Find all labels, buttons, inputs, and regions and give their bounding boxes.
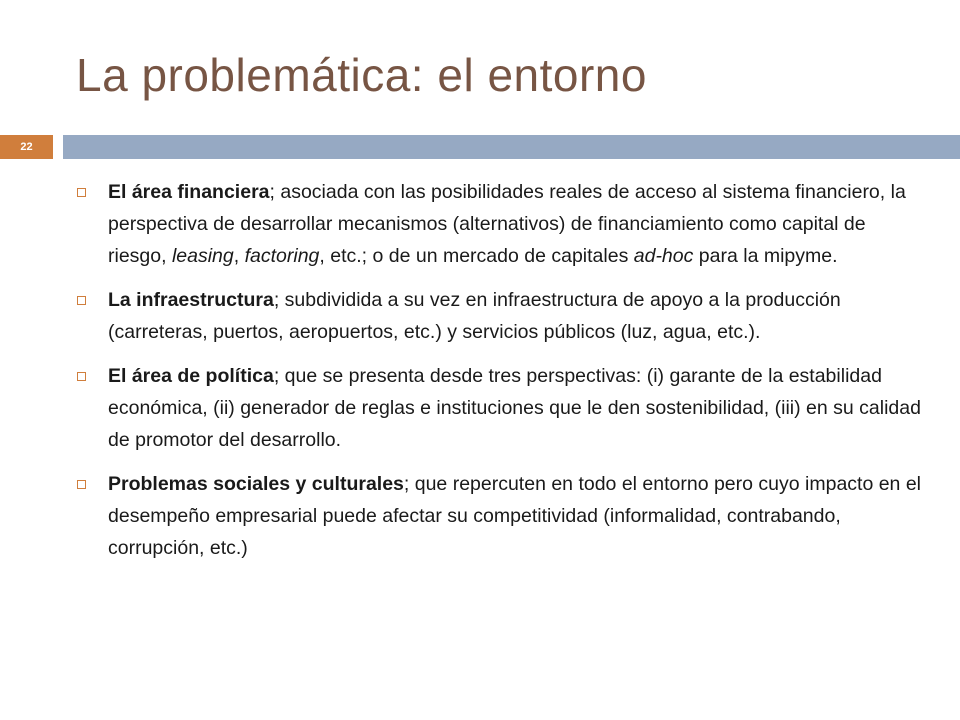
hollow-square-bullet-icon xyxy=(77,296,86,305)
bullet-text-segment: ; subdividida a su vez en infraestructura de apoyo a la producción (carreteras, puertos, aeropuertos, etc.) y servicios públicos (luz, agua, etc.). xyxy=(108,289,841,343)
bullet-heading: La infraestructura xyxy=(108,289,274,311)
bullet-heading: El área de política xyxy=(108,365,274,387)
bullet-text-italic: factoring xyxy=(244,245,320,267)
bullet-item xyxy=(76,284,926,348)
header-bar xyxy=(0,135,960,159)
bullet-text-italic: leasing xyxy=(171,245,234,267)
bullet-item xyxy=(76,468,926,564)
bullet-text xyxy=(108,365,921,451)
bullet-heading: El área financiera xyxy=(108,181,270,203)
bullet-text xyxy=(108,181,906,267)
page-number: 22 xyxy=(0,135,53,159)
bullet-item xyxy=(76,176,926,272)
hollow-square-bullet-icon xyxy=(77,188,86,197)
bullet-text-segment: ; que se presenta desde tres perspectivas: (i) garante de la estabilidad económica, (ii) generador de reglas e instituciones que le den sostenibilidad, (iii) en su calidad de promotor del desarrollo. xyxy=(108,365,921,451)
bullet-text-segment: , etc.; o de un mercado de capitales xyxy=(319,245,634,267)
bullet-text-segment: ; que repercuten en todo el entorno pero cuyo impacto en el desempeño empresarial puede afectar su competitividad (informalidad, contrabando, corrupción, etc.) xyxy=(108,473,921,559)
bullet-text-segment: , xyxy=(233,245,245,267)
bullet-item xyxy=(76,360,926,456)
bullet-heading: Problemas sociales y culturales xyxy=(108,473,404,495)
title-rule xyxy=(63,135,960,159)
bullet-text-segment: ; asociada con las posibilidades reales de acceso al sistema financiero, la perspectiva de desarrollar mecanismos (alternativos) de financiamiento como capital de riesgo, xyxy=(108,181,906,267)
bullet-text-segment: para la mipyme. xyxy=(693,245,838,267)
bullet-list xyxy=(76,176,926,576)
slide-title: La problemática: el entorno xyxy=(76,49,647,101)
bullet-text-italic: ad-hoc xyxy=(633,245,694,267)
bullet-text xyxy=(108,473,921,559)
hollow-square-bullet-icon xyxy=(77,480,86,489)
hollow-square-bullet-icon xyxy=(77,372,86,381)
bullet-text xyxy=(108,289,841,343)
